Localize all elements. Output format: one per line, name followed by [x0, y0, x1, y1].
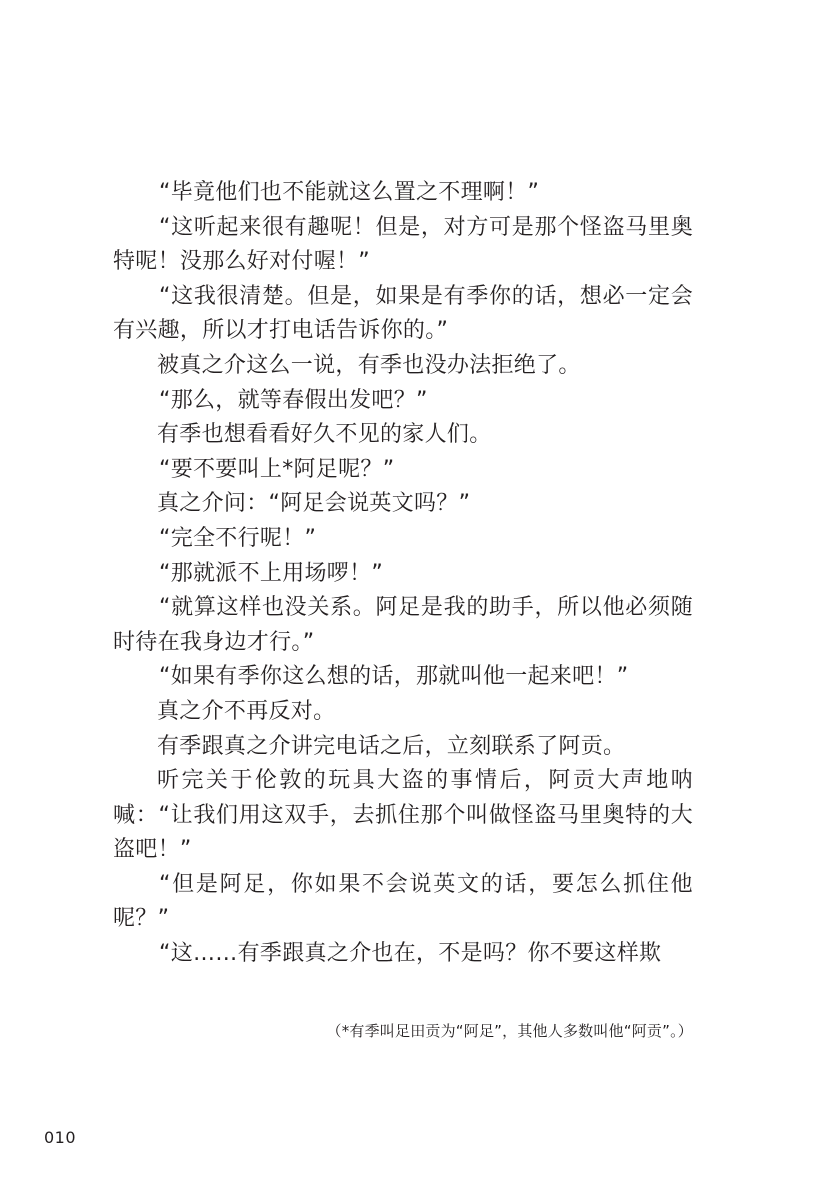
- paragraph: 真之介问：“阿足会说英文吗？”: [157, 491, 471, 517]
- paragraph: “完全不行呢！”: [159, 525, 317, 551]
- paragraph: “这我很清楚。但是，如果是有季你的话，想必一定会有兴趣，所以才打电话告诉你的。”: [113, 283, 693, 344]
- paragraph: 听完关于伦敦的玩具大盗的事情后，阿贡大声地呐喊：“让我们用这双手，去抓住那个叫做怪盗马里奥特的大盗吧！”: [113, 768, 693, 863]
- paragraph: “但是阿足，你如果不会说英文的话，要怎么抓住他呢？”: [113, 871, 693, 932]
- paragraph: 有季也想看看好久不见的家人们。: [157, 422, 492, 448]
- paragraph: “这听起来很有趣呢！但是，对方可是那个怪盗马里奥特呢！没那么好对付喔！”: [113, 214, 693, 275]
- paragraph: “那就派不上用场啰！”: [159, 560, 384, 586]
- footnote: （*有季叫足田贡为“阿足”，其他人多数叫他“阿贡”。）: [326, 1022, 693, 1040]
- body-text: [113, 176, 693, 972]
- paragraph: “就算这样也没关系。阿足是我的助手，所以他必须随时待在我身边才行。”: [113, 595, 693, 655]
- paragraph: 真之介不再反对。: [157, 698, 336, 724]
- paragraph: “要不要叫上*阿足呢？”: [159, 456, 395, 482]
- paragraph: “那么，就等春假出发吧？”: [159, 387, 428, 413]
- page-number: 010: [44, 1128, 77, 1147]
- paragraph: “这……有季跟真之介也在，不是吗？你不要这样欺: [159, 941, 662, 967]
- paragraph: 被真之介这么一说，有季也没办法拒绝了。: [157, 352, 581, 378]
- paragraph: “毕竟他们也不能就这么置之不理啊！”: [159, 180, 540, 205]
- paragraph: “如果有季你这么想的话，那就叫他一起来吧！”: [159, 664, 629, 690]
- paragraph: 有季跟真之介讲完电话之后，立刻联系了阿贡。: [157, 733, 626, 759]
